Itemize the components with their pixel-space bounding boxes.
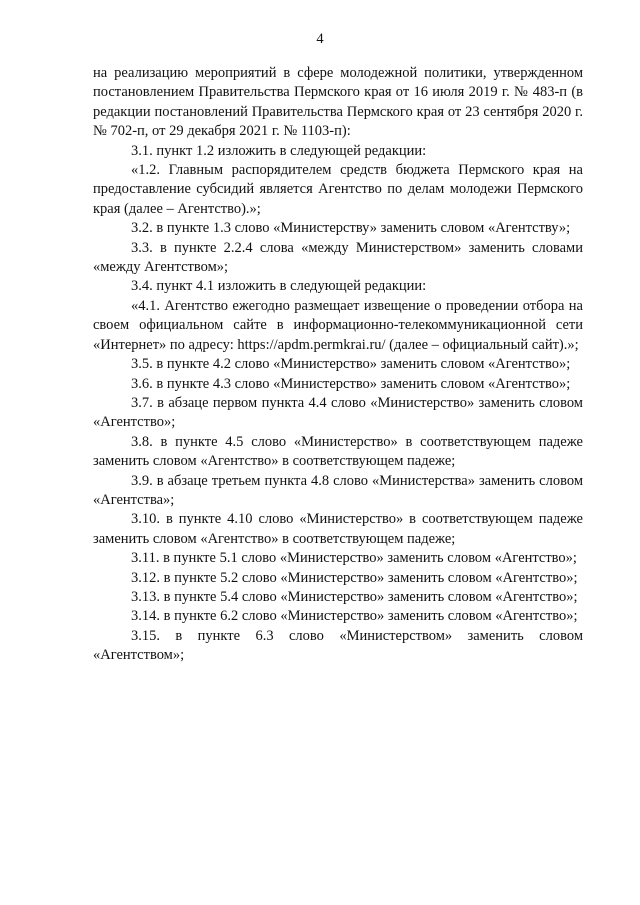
paragraph-intro: на реализацию мероприятий в сфере молодежной политики, утвержденном постановлением Правительства Пермского края от 16 июля 2019 г. № 483-п (в редакции постановлений Правительства Пермского края от 23 сентября 2020 г. № 702-п, от 29 декабря 2021 г. № 1103-п): xyxy=(93,65,583,140)
paragraph-3-11: 3.11. в пункте 5.1 слово «Министерство» заменить словом «Агентство»; xyxy=(131,550,577,567)
paragraph-3-12: 3.12. в пункте 5.2 слово «Министерство» заменить словом «Агентство»; xyxy=(131,569,578,586)
document-body xyxy=(93,64,583,666)
paragraph-3-3: 3.3. в пункте 2.2.4 слова «между Министерством» заменить словами «между Агентством»; xyxy=(93,239,583,276)
page-number: 4 xyxy=(316,31,324,47)
paragraph-3-9: 3.9. в абзаце третьем пункта 4.8 слово «Министерства» заменить словом «Агентства»; xyxy=(93,472,583,508)
paragraph-quote-4-1: «4.1. Агентство ежегодно размещает извещение о проведении отбора на своем официальном сайте в информационно-телекоммуникационной сети «Интернет» по адресу: https://apdm.permkrai.ru/ (далее – официальный сайт).»; xyxy=(93,297,583,353)
paragraph-3-13: 3.13. в пункте 5.4 слово «Министерство» заменить словом «Агентство»; xyxy=(131,588,578,605)
paragraph-3-14: 3.14. в пункте 6.2 слово «Министерство» заменить словом «Агентство»; xyxy=(131,608,578,625)
paragraph-3-5: 3.5. в пункте 4.2 слово «Министерство» заменить словом «Агентство»; xyxy=(131,356,571,373)
paragraph-3-6: 3.6. в пункте 4.3 слово «Министерство» заменить словом «Агентство»; xyxy=(131,375,571,392)
paragraph-3-1: 3.1. пункт 1.2 изложить в следующей редакции: xyxy=(131,142,427,159)
paragraph-quote-1-2: «1.2. Главным распорядителем средств бюджета Пермского края на предоставление субсидий является Агентство по делам молодежи Пермского края (далее – Агентство).»; xyxy=(93,162,583,217)
paragraph-3-8: 3.8. в пункте 4.5 слово «Министерство» в соответствующем падеже заменить словом «Агентство» в соответствующем падеже; xyxy=(93,433,583,470)
paragraph-3-4: 3.4. пункт 4.1 изложить в следующей редакции: xyxy=(131,278,427,295)
paragraph-3-7: 3.7. в абзаце первом пункта 4.4 слово «Министерство» заменить словом «Агентство»; xyxy=(93,394,583,431)
paragraph-3-2: 3.2. в пункте 1.3 слово «Министерству» заменить словом «Агентству»; xyxy=(131,220,571,237)
paragraph-3-10: 3.10. в пункте 4.10 слово «Министерство» в соответствующем падеже заменить словом «Агентство» в соответствующем падеже; xyxy=(93,511,583,547)
paragraph-3-15: 3.15. в пункте 6.3 слово «Министерством» заменить словом «Агентством»; xyxy=(93,627,583,664)
